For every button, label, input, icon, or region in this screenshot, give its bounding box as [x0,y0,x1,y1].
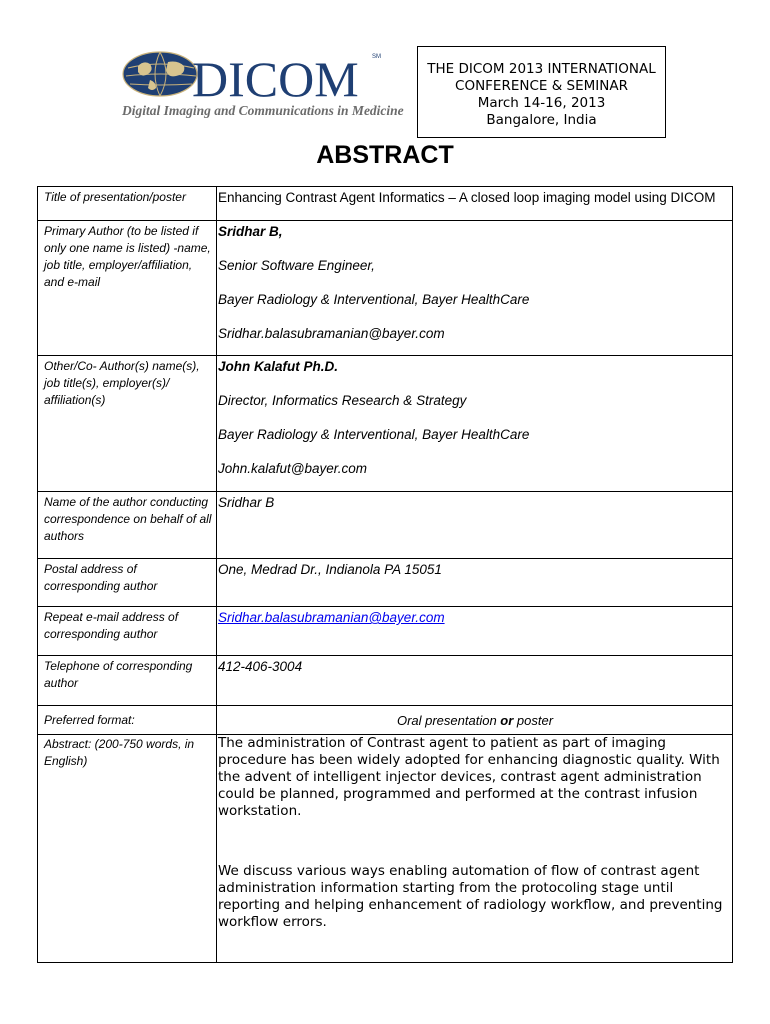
abstract-paragraph: We discuss various ways enabling automation of flow of contrast agent administration information starting from the protocoling stage until reporting and helping enhancement of radiology workflow, and preventing workflow errors. [218,863,723,930]
correspondence-label: Name of the author conducting correspondence on behalf of all authors [38,492,217,559]
abstract-form-table [37,186,733,963]
coauthor-job: Director, Informatics Research & Strategy [218,393,467,408]
primary-author-employer: Bayer Radiology & Interventional, Bayer HealthCare [218,292,530,307]
phone-value: 412-406-3004 [217,656,733,706]
format-label: Preferred format: [38,706,217,735]
phone-label: Telephone of corresponding author [38,656,217,706]
primary-author-value [217,221,733,356]
email-value [217,607,733,656]
postal-value: One, Medrad Dr., Indianola PA 15051 [217,559,733,607]
coauthor-name: John Kalafut Ph.D. [218,359,339,374]
abstract-label: Abstract: (200-750 words, in English) [38,735,217,963]
conference-line: March 14-16, 2013 [477,95,606,111]
logo-tagline: Digital Imaging and Communications in Medicine [122,103,404,118]
primary-author-label: Primary Author (to be listed if only one name is listed) -name, job title, employer/affiliation, and e-mail [38,221,217,356]
dicom-globe-icon [120,46,390,106]
format-poster: poster [513,713,554,728]
table-row [38,656,733,706]
abstract-body [217,735,733,963]
conference-line: Bangalore, India [486,112,597,128]
correspondence-value: Sridhar B [217,492,733,559]
table-row [38,221,733,356]
svg-text:SM: SM [372,54,381,60]
page-title: ABSTRACT [316,141,454,169]
postal-label: Postal address of corresponding author [38,559,217,607]
format-oral: Oral presentation [396,713,501,728]
conference-line: THE DICOM 2013 INTERNATIONAL [427,61,656,77]
table-row [38,559,733,607]
table-row [38,607,733,656]
primary-author-email: Sridhar.balasubramanian@bayer.com [218,326,445,341]
conference-info-box [417,46,666,138]
coauthor-employer: Bayer Radiology & Interventional, Bayer HealthCare [218,427,530,442]
dicom-wordmark: DICOM [192,51,359,106]
title-label: Title of presentation/poster [38,187,217,221]
format-or: or [500,713,514,728]
table-row [38,492,733,559]
primary-author-name: Sridhar B, [218,224,283,239]
email-link[interactable]: Sridhar.balasubramanian@bayer.com [218,610,445,625]
table-row [38,187,733,221]
coauthor-value [217,356,733,492]
email-label: Repeat e-mail address of corresponding author [38,607,217,656]
coauthor-email: John.kalafut@bayer.com [218,461,368,476]
format-value [217,706,733,735]
conference-line: CONFERENCE & SEMINAR [455,78,628,94]
primary-author-job: Senior Software Engineer, [218,258,375,273]
coauthor-label: Other/Co- Author(s) name(s), job title(s), employer(s)/ affiliation(s) [38,356,217,492]
table-row [38,706,733,735]
abstract-paragraph: The administration of Contrast agent to patient as part of imaging procedure has been widely adopted for enhancing diagnostic quality. With the advent of intelligent injector devices, contrast agent administration could be planned, programmed and performed at the contrast infusion workstation. [218,735,720,819]
table-row [38,735,733,963]
table-row [38,356,733,492]
title-value: Enhancing Contrast Agent Informatics – A closed loop imaging model using DICOM [217,187,733,221]
